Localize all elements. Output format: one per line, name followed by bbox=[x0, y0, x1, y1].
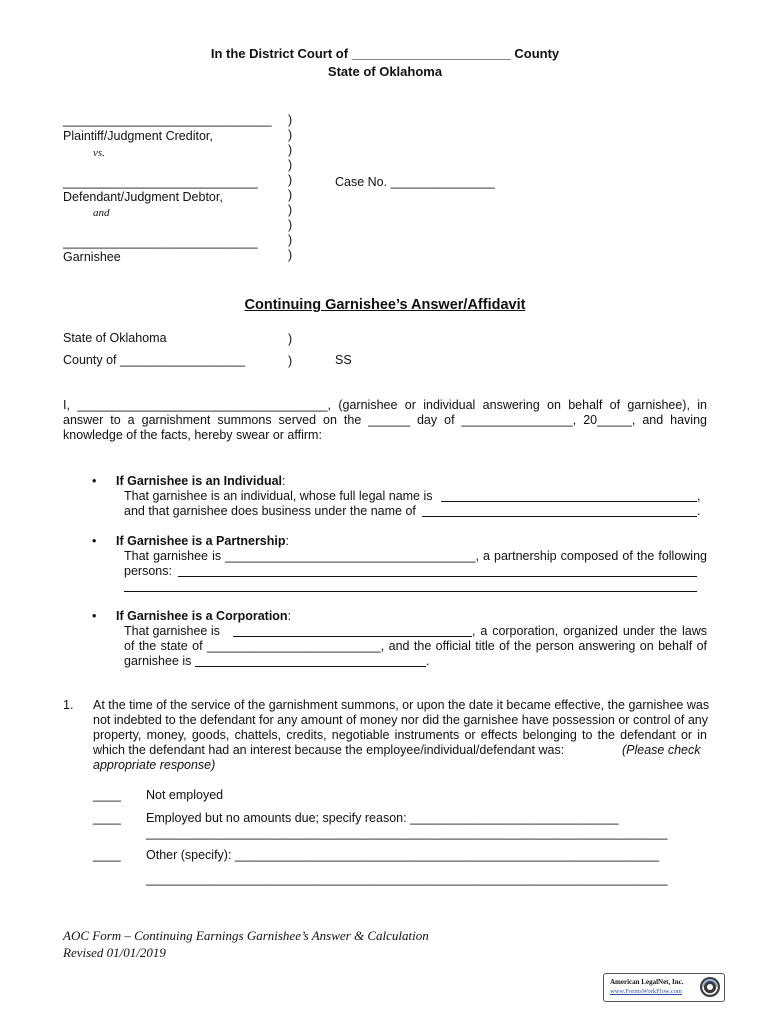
partnership-persons-field-2[interactable] bbox=[124, 591, 697, 592]
state-heading: State of Oklahoma bbox=[327, 64, 443, 79]
and-label: and bbox=[93, 207, 110, 219]
caption-paren: ) bbox=[288, 233, 293, 247]
american-legalnet-logo[interactable] bbox=[603, 973, 725, 1002]
partnership-heading-text: If Garnishee is a Partnership bbox=[116, 534, 286, 548]
oath-line-3: knowledge of the facts, hereby swear or affirm: bbox=[63, 428, 322, 442]
caption-paren: ) bbox=[288, 188, 293, 202]
choice-label-other[interactable]: Other (specify): _____________________________________________________________ bbox=[146, 848, 659, 862]
venue-state: State of Oklahoma bbox=[63, 331, 167, 345]
other-continuation-line[interactable]: ___________________________________________________________________________ bbox=[146, 872, 668, 886]
caption-paren: ) bbox=[288, 113, 293, 127]
logo-company-name: American LegalNet, Inc. bbox=[610, 978, 684, 986]
corporation-line-3-end: . bbox=[426, 654, 430, 668]
choice-label-not-employed: Not employed bbox=[146, 788, 224, 802]
bullet-icon: • bbox=[92, 474, 97, 488]
individual-heading-text: If Garnishee is an Individual bbox=[116, 474, 283, 488]
court-heading: In the District Court of ______________________ County bbox=[210, 46, 560, 61]
partnership-heading-colon: : bbox=[285, 534, 289, 548]
individual-line-1: That garnishee is an individual, whose full legal name is bbox=[124, 489, 433, 503]
logo-url-link[interactable]: www.FormsWorkFlow.com bbox=[610, 988, 682, 995]
item-1-line-2: not indebted to the defendant for any amount of money nor did the garnishee have possession or control of any bbox=[93, 713, 708, 727]
partnership-persons-field[interactable] bbox=[178, 576, 697, 577]
item-1-instruction: (Please check bbox=[622, 743, 701, 757]
choice-checkbox-employed-no-amount[interactable]: ____ bbox=[93, 811, 121, 825]
venue-paren: ) bbox=[288, 332, 293, 346]
footer-revised: Revised 01/01/2019 bbox=[63, 945, 166, 960]
case-number-field[interactable]: Case No. _______________ bbox=[335, 175, 495, 189]
partnership-line-2: persons: bbox=[124, 564, 172, 578]
item-1-number: 1. bbox=[63, 698, 74, 712]
corporation-line-1-start: That garnishee is bbox=[124, 624, 220, 638]
individual-line-2-end: . bbox=[697, 504, 701, 518]
choice-checkbox-other[interactable]: ____ bbox=[93, 848, 121, 862]
versus-label: vs. bbox=[93, 147, 105, 159]
partnership-line-1[interactable]: That garnishee is ____________________________________, a partnership composed of the following bbox=[124, 549, 707, 563]
reason-continuation-line[interactable]: ___________________________________________________________________________ bbox=[146, 826, 668, 840]
corporation-heading-text: If Garnishee is a Corporation bbox=[116, 609, 288, 623]
garnishee-blank[interactable]: ____________________________ bbox=[63, 235, 258, 249]
globe-logo-icon bbox=[699, 976, 721, 998]
individual-heading bbox=[116, 474, 286, 488]
corporation-heading bbox=[116, 609, 291, 623]
choice-label-employed-no-amount[interactable]: Employed but no amounts due; specify reason: ______________________________ bbox=[146, 811, 619, 825]
corporation-line-3-start: garnishee is bbox=[124, 654, 192, 668]
bullet-icon: • bbox=[92, 534, 97, 548]
caption-paren: ) bbox=[288, 203, 293, 217]
corporation-heading-colon: : bbox=[287, 609, 292, 623]
individual-line-1-end: , bbox=[697, 489, 701, 503]
corporation-line-2[interactable]: of the state of _________________________, and the official title of the person answering on behalf of bbox=[124, 639, 707, 653]
document-title: Continuing Garnishee’s Answer/Affidavit bbox=[244, 297, 526, 313]
corporation-line-1-end: , a corporation, organized under the laws bbox=[472, 624, 707, 638]
individual-dba-field[interactable] bbox=[422, 516, 697, 517]
item-1-line-3: property, money, goods, chattels, credits, negotiable instruments or effects belonging to the defendant or in bbox=[93, 728, 707, 742]
item-1-line-5: appropriate response) bbox=[93, 758, 216, 772]
defendant-label: Defendant/Judgment Debtor, bbox=[63, 190, 223, 204]
caption-paren: ) bbox=[288, 158, 293, 172]
item-1-line-4: which the defendant had an interest because the employee/individual/defendant was: bbox=[93, 743, 565, 757]
bullet-icon: • bbox=[92, 609, 97, 623]
item-1-line-1: At the time of the service of the garnishment summons, or upon the date it became effective, the garnishee was bbox=[93, 698, 710, 712]
individual-line-2: and that garnishee does business under the name of bbox=[124, 504, 416, 518]
caption-paren: ) bbox=[288, 218, 293, 232]
corporation-name-field[interactable] bbox=[233, 636, 472, 637]
venue-ss: SS bbox=[335, 353, 352, 367]
choice-checkbox-not-employed[interactable]: ____ bbox=[93, 788, 121, 802]
caption-paren: ) bbox=[288, 248, 293, 262]
garnishee-label: Garnishee bbox=[63, 250, 121, 264]
corporation-title-field[interactable] bbox=[195, 666, 426, 667]
venue-paren: ) bbox=[288, 354, 293, 368]
footer-form-name: AOC Form – Continuing Earnings Garnishee’s Answer & Calculation bbox=[63, 928, 429, 943]
caption-paren: ) bbox=[288, 173, 293, 187]
plaintiff-label: Plaintiff/Judgment Creditor, bbox=[63, 129, 213, 143]
partnership-heading bbox=[116, 534, 289, 548]
oath-line-1[interactable]: I, ____________________________________, (garnishee or individual answering on behalf of garnishee), in bbox=[63, 398, 707, 412]
individual-name-field[interactable] bbox=[441, 501, 697, 502]
defendant-blank[interactable]: ____________________________ bbox=[63, 175, 258, 189]
venue-county[interactable]: County of __________________ bbox=[63, 353, 246, 367]
individual-heading-colon: : bbox=[282, 474, 286, 488]
oath-line-2[interactable]: answer to a garnishment summons served on the ______ day of ________________, 20_____, and having bbox=[63, 413, 707, 427]
caption-paren: ) bbox=[288, 128, 293, 142]
caption-paren: ) bbox=[288, 143, 293, 157]
plaintiff-blank[interactable]: ______________________________ bbox=[63, 113, 272, 127]
